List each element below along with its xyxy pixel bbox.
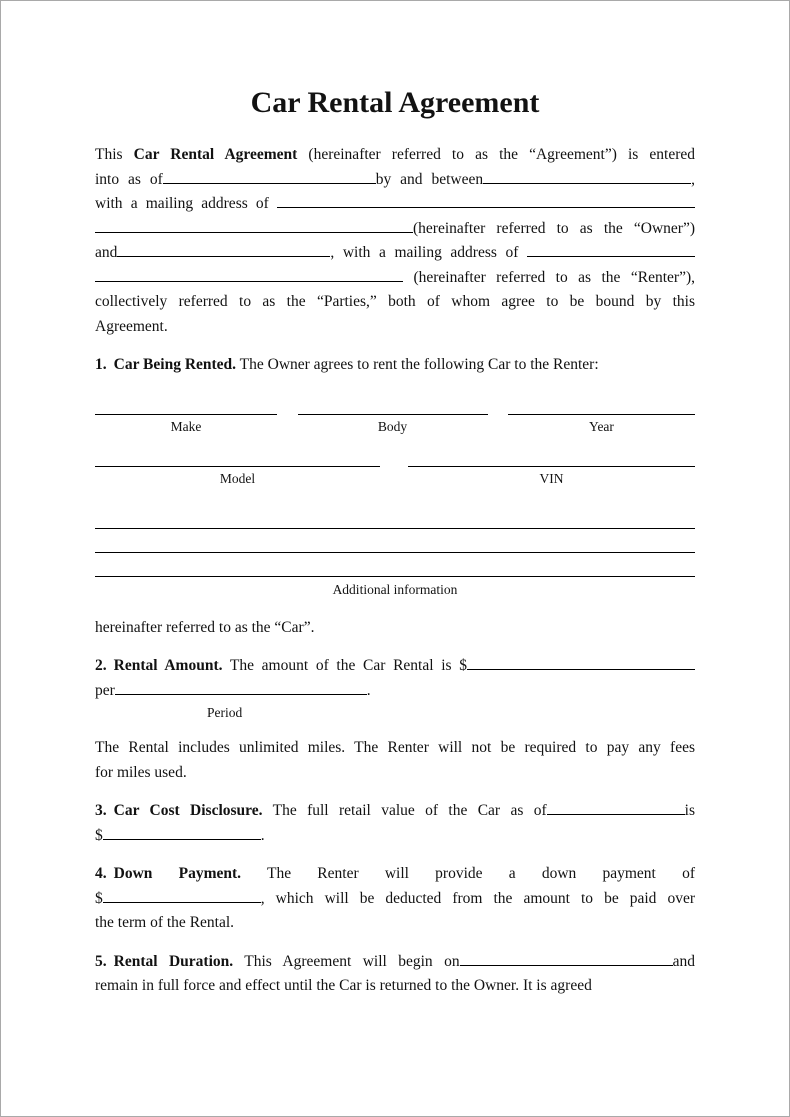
additional-info-line-3 xyxy=(95,553,695,577)
intro-text-5: , xyxy=(691,170,695,188)
vin-field-line xyxy=(408,452,695,467)
section-3-line-end: is xyxy=(684,802,695,819)
intro-line-6 xyxy=(95,266,695,291)
renter-address-blank-2 xyxy=(95,269,403,282)
section-5-lead: This Agreement will begin on xyxy=(244,952,460,970)
vin-field xyxy=(408,452,695,489)
miles-text-1: The Rental includes unlimited miles. The Renter will not be required to pay any fees xyxy=(95,739,695,756)
section-5-line-2 xyxy=(95,974,695,999)
model-field-label: Model xyxy=(219,470,256,486)
section-4-dollar-sign: $ xyxy=(95,889,103,907)
intro-text-10: (hereinafter referred to as the “Renter”), xyxy=(413,268,695,286)
model-field-line xyxy=(95,452,380,467)
section-5-number: 5. xyxy=(95,952,107,970)
make-field-line xyxy=(95,400,277,415)
intro-text-12: Agreement. xyxy=(95,317,168,335)
section-1-heading: Car Being Rented. xyxy=(113,356,237,373)
additional-info-block xyxy=(95,505,695,600)
section-3-lead: The full retail value of the Car as of xyxy=(272,802,547,819)
car-value-blank xyxy=(103,827,261,840)
miles-text-2: for miles used. xyxy=(95,763,187,781)
rental-period-blank xyxy=(115,682,367,695)
valuation-date-blank xyxy=(547,802,685,815)
year-field-line xyxy=(508,400,695,415)
section-2-line-1 xyxy=(95,654,695,679)
section-4-line-2 xyxy=(95,887,695,912)
section-5-text-2: remain in full force and effect until the Car is returned to the Owner. It is agreed xyxy=(95,977,592,994)
section-1-lead: The Owner agrees to rent the following Car to the Renter: xyxy=(239,356,599,373)
section-4-lead: The Renter will provide a down payment of xyxy=(266,865,695,882)
intro-text-8: and xyxy=(95,244,118,261)
section-4-number: 4. xyxy=(95,865,107,882)
intro-line-2 xyxy=(95,168,695,193)
section-4-text-3: the term of the Rental. xyxy=(95,914,235,931)
document-content xyxy=(95,85,695,999)
section-2 xyxy=(95,654,695,722)
intro-line-8 xyxy=(95,315,695,340)
section-5-line-1 xyxy=(95,950,695,975)
intro-text-3: into as of xyxy=(95,170,163,188)
section-2-number: 2. xyxy=(95,657,107,674)
section-4 xyxy=(95,862,695,936)
page-title: Car Rental Agreement xyxy=(250,86,540,119)
section-3-dollar-sign: $ xyxy=(95,826,103,844)
section-3-line-2 xyxy=(95,824,695,849)
intro-text-7: (hereinafter referred to as the “Owner”) xyxy=(413,219,695,237)
section-1-number: 1. xyxy=(95,356,107,373)
start-date-blank xyxy=(460,953,673,966)
period-label: Period xyxy=(207,705,243,720)
vin-field-label: VIN xyxy=(539,470,564,486)
section-1 xyxy=(95,353,695,640)
miles-line-1 xyxy=(95,736,695,761)
renter-name-blank xyxy=(117,244,330,257)
owner-name-blank xyxy=(483,171,691,184)
section-2-period-end: . xyxy=(366,681,371,699)
section-1-closing-text: hereinafter referred to as the “Car”. xyxy=(95,618,315,636)
effective-date-blank xyxy=(163,171,376,184)
car-fields-row-2 xyxy=(95,452,695,489)
year-field xyxy=(508,400,695,437)
owner-address-blank-2 xyxy=(95,220,413,233)
intro-text-11: collectively referred to as the “Parties,” both of whom agree to be bound by this xyxy=(95,293,695,310)
section-2-heading: Rental Amount. xyxy=(113,657,223,674)
rental-amount-blank xyxy=(467,657,695,670)
agreement-name-bold: Car Rental Agreement xyxy=(133,146,298,163)
miles-line-2 xyxy=(95,761,695,786)
intro-text-2: (hereinafter referred to as the “Agreement”) is entered xyxy=(308,146,695,163)
section-4-line-1 xyxy=(95,862,695,887)
intro-line-4 xyxy=(95,217,695,242)
section-5-heading: Rental Duration. xyxy=(113,952,234,970)
section-2-lead: The amount of the Car Rental is $ xyxy=(229,657,467,674)
intro-text-6: with a mailing address of xyxy=(95,195,269,212)
intro-line-3 xyxy=(95,192,695,217)
section-3-period-end: . xyxy=(260,826,265,844)
additional-info-line-2 xyxy=(95,529,695,553)
section-3-line-1 xyxy=(95,799,695,824)
section-3 xyxy=(95,799,695,848)
intro-text-1: This xyxy=(95,146,123,163)
section-4-text-2: , which will be deducted from the amount to be paid over xyxy=(260,889,695,907)
section-5 xyxy=(95,950,695,999)
make-field xyxy=(95,400,277,437)
car-fields-row-1 xyxy=(95,400,695,437)
section-5-line-end: and xyxy=(672,952,695,970)
section-2-line-2 xyxy=(95,679,695,704)
section-3-heading: Car Cost Disclosure. xyxy=(113,802,263,819)
year-field-label: Year xyxy=(589,418,614,434)
body-field-label: Body xyxy=(377,418,408,434)
intro-line-5 xyxy=(95,241,695,266)
down-payment-amount-blank xyxy=(103,890,261,903)
section-2-per-text: per xyxy=(95,681,115,699)
body-field-line xyxy=(298,400,488,415)
section-4-heading: Down Payment. xyxy=(113,865,242,882)
section-3-number: 3. xyxy=(95,802,107,819)
make-field-label: Make xyxy=(170,418,202,434)
section-1-closing-line xyxy=(95,616,695,641)
section-4-line-3 xyxy=(95,911,695,936)
intro-text-4: by and between xyxy=(375,170,484,188)
miles-paragraph xyxy=(95,736,695,785)
additional-info-label: Additional information xyxy=(332,581,458,597)
car-fields-block xyxy=(95,400,695,600)
intro-line-1 xyxy=(95,143,695,168)
section-1-heading-line xyxy=(95,353,695,378)
intro-text-9: , with a mailing address of xyxy=(330,244,519,261)
model-field xyxy=(95,452,380,489)
intro-line-7 xyxy=(95,290,695,315)
owner-address-blank-1 xyxy=(277,195,695,208)
intro-paragraph xyxy=(95,143,695,339)
additional-info-line-1 xyxy=(95,505,695,529)
body-field xyxy=(298,400,488,437)
renter-address-blank-1 xyxy=(527,244,695,257)
